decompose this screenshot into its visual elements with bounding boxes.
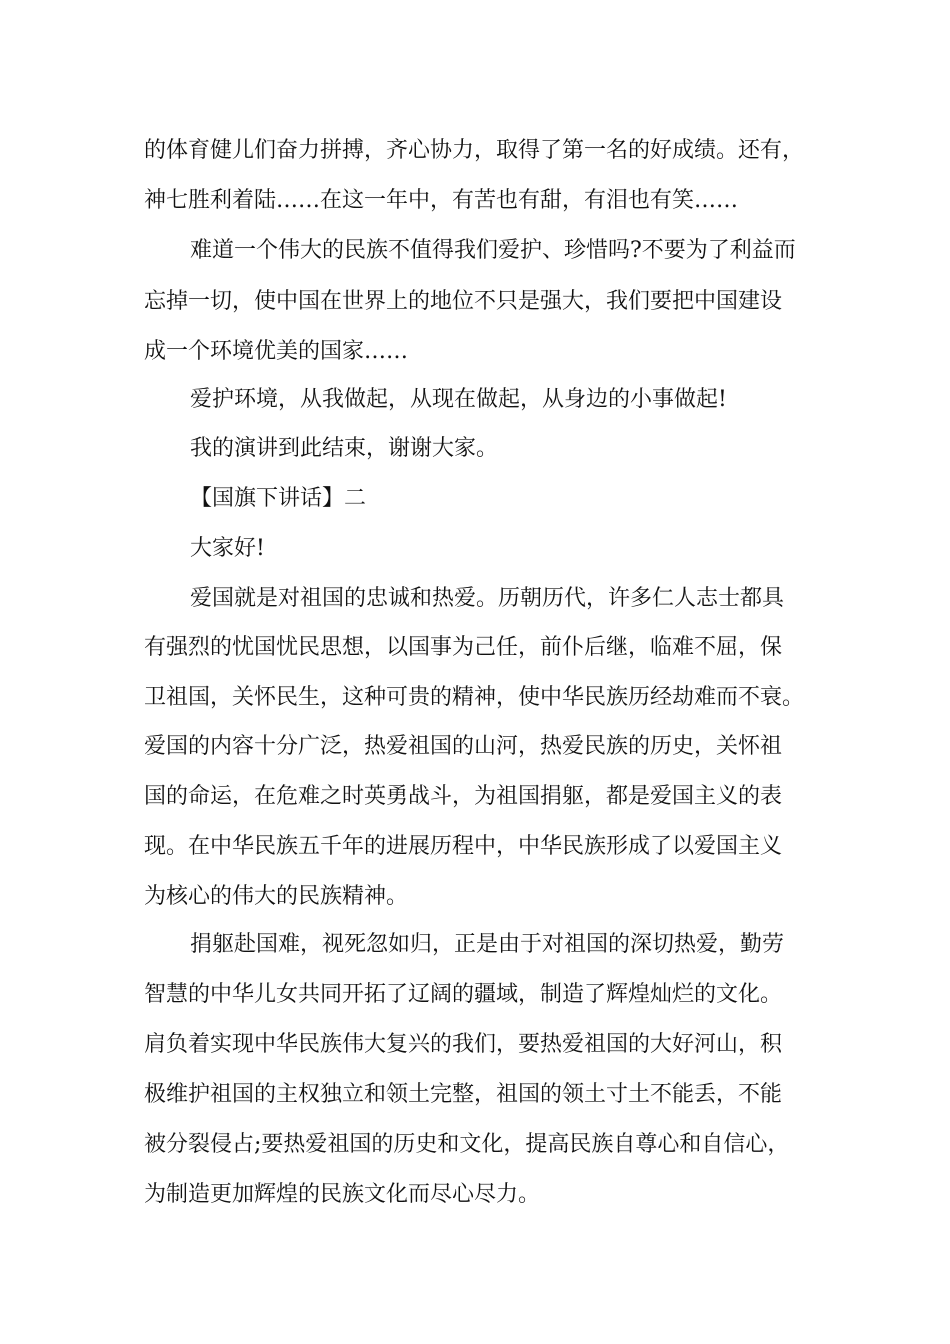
text-line: 忘掉一切，使中国在世界上的地位不只是强大，我们要把中国建设	[144, 289, 783, 314]
paragraph-first-line: 我的演讲到此结束，谢谢大家。	[190, 436, 499, 461]
text-line: 的体育健儿们奋力拼搏，齐心协力，取得了第一名的好成绩。还有，	[144, 138, 805, 163]
text-line: 智慧的中华儿女共同开拓了辽阔的疆域，制造了辉煌灿烂的文化。	[144, 982, 783, 1007]
text-line: 为制造更加辉煌的民族文化而尽心尽力。	[144, 1182, 541, 1207]
text-line: 为核心的伟大的民族精神。	[144, 884, 409, 909]
text-line: 成一个环境优美的国家……	[144, 339, 409, 364]
text-line: 爱国的内容十分广泛，热爱祖国的山河，热爱民族的历史，关怀祖	[144, 734, 783, 759]
text-line: 有强烈的忧国忧民思想，以国事为己任，前仆后继，临难不屈，保	[144, 635, 783, 660]
section-heading: 【国旗下讲话】二	[190, 486, 367, 511]
paragraph-first-line: 难道一个伟大的民族不值得我们爱护、珍惜吗?不要为了利益而	[190, 238, 796, 263]
text-line: 极维护祖国的主权独立和领土完整，祖国的领土寸土不能丢，不能	[144, 1082, 783, 1107]
text-line: 肩负着实现中华民族伟大复兴的我们，要热爱祖国的大好河山，积	[144, 1032, 783, 1057]
text-line: 卫祖国，关怀民生，这种可贵的精神，使中华民族历经劫难而不衰。	[144, 685, 805, 710]
text-line: 国的命运，在危难之时英勇战斗，为祖国捐躯，都是爱国主义的表	[144, 784, 783, 809]
greeting-line: 大家好!	[190, 536, 265, 561]
text-line: 被分裂侵占;要热爱祖国的历史和文化，提高民族自尊心和自信心，	[144, 1132, 790, 1157]
paragraph-first-line: 爱护环境，从我做起，从现在做起，从身边的小事做起!	[190, 387, 727, 412]
text-line: 现。在中华民族五千年的进展历程中，中华民族形成了以爱国主义	[144, 834, 783, 859]
paragraph-first-line: 爱国就是对祖国的忠诚和热爱。历朝历代，许多仁人志士都具	[190, 586, 785, 611]
paragraph-first-line: 捐躯赴国难，视死忽如归，正是由于对祖国的深切热爱，勤劳	[190, 932, 785, 957]
text-line: 神七胜利着陆……在这一年中，有苦也有甜，有泪也有笑……	[144, 188, 739, 213]
